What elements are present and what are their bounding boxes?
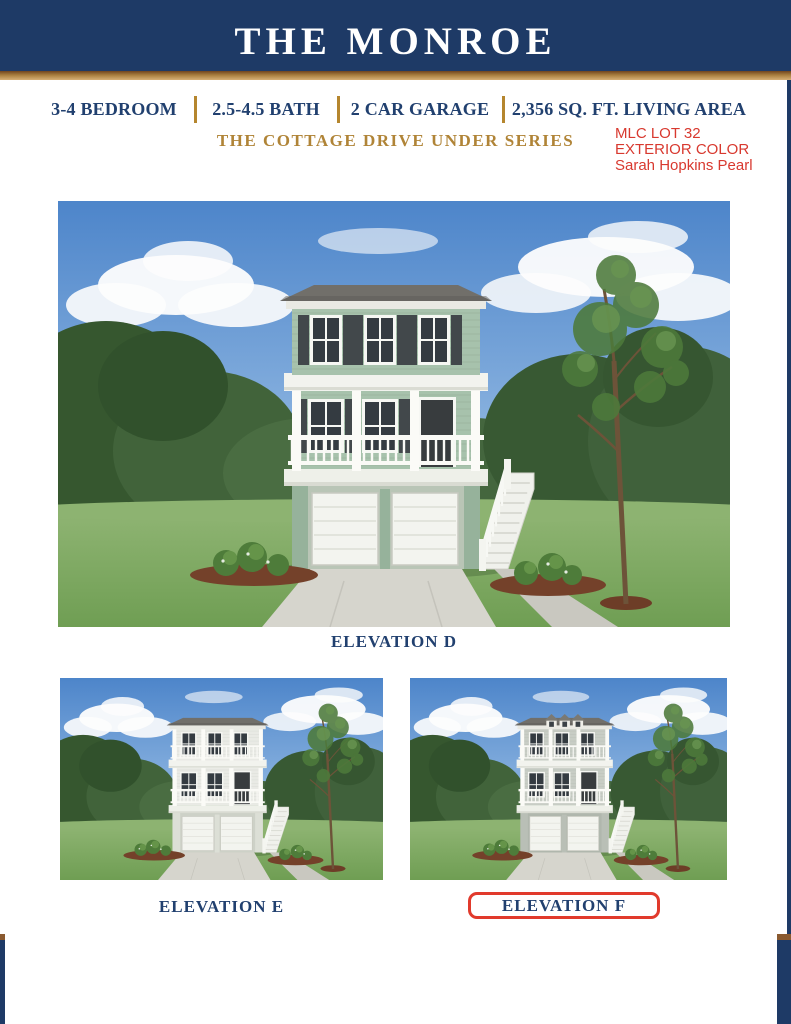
page-title: THE MONROE bbox=[234, 20, 557, 63]
bottom-left-edge-strip bbox=[0, 940, 5, 1024]
elevation-f-caption: ELEVATION F bbox=[501, 895, 627, 915]
annotation-line-color-name: Sarah Hopkins Pearl bbox=[615, 157, 753, 174]
spec-divider bbox=[337, 96, 340, 123]
spec-item-living-area: 2,356 SQ. FT. LIVING AREA bbox=[511, 99, 747, 119]
series-title: THE COTTAGE DRIVE UNDER SERIES bbox=[216, 131, 575, 150]
spec-divider bbox=[502, 96, 505, 123]
elevation-f-highlight-box bbox=[468, 892, 660, 919]
masthead bbox=[0, 0, 791, 71]
annotation-line-lot: MLC LOT 32 bbox=[615, 125, 701, 142]
elevation-d-caption: ELEVATION D bbox=[330, 632, 458, 651]
elevation-e-rendering bbox=[60, 678, 383, 880]
gold-divider-rule bbox=[0, 71, 791, 80]
spec-divider bbox=[194, 96, 197, 123]
lot-annotation bbox=[615, 126, 753, 174]
elevation-f-rendering bbox=[410, 678, 727, 880]
spec-item-garage: 2 CAR GARAGE bbox=[350, 99, 490, 119]
bottom-right-edge-strip bbox=[777, 940, 791, 1024]
elevation-d-rendering bbox=[58, 201, 730, 627]
spec-item-bedroom: 3-4 BEDROOM bbox=[51, 99, 177, 119]
spec-item-bath: 2.5-4.5 BATH bbox=[212, 99, 320, 119]
elevation-e-caption: ELEVATION E bbox=[158, 897, 285, 916]
annotation-line-exterior: EXTERIOR COLOR bbox=[615, 141, 750, 158]
right-edge-strip bbox=[787, 80, 791, 1024]
